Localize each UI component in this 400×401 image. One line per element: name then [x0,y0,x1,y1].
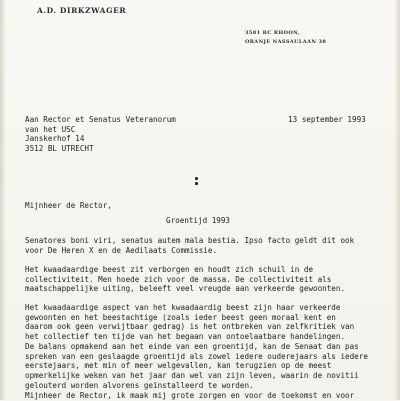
letterhead-address-line: 3581 BC RHOON, [245,30,300,36]
paragraph-line: Het kwaadaardige aspect van het kwaadaardig beest zijn haar verkeerde [25,303,341,312]
paragraph-line: opmerkelijke weken van het jaar dan wel van zijn leven, waarin de novitii [25,370,359,380]
paragraph-line: eerstejaars, met min of meer welgevallen, kan terugzien op de meest [25,361,332,371]
paragraph-line: collectiviteit. Men hoede zich voor de massa. De collectiviteit als [25,274,332,284]
paragraph [25,391,354,401]
addressee-line: van het USC [25,124,76,134]
subject-line: Groentijd 1993 [166,216,231,225]
paragraph [25,236,354,255]
salutation: Mijnheer de Rector, [25,201,112,210]
paragraph-line: spreken van een geslaagde groentijd als zowel iedere ouderejaars als iedere [25,351,368,361]
paragraph [25,265,345,294]
addressee-line: Aan Rector et Senatus Veteranorum [25,115,176,124]
paragraph-line: voor De Heren X en de Aedilaats Commissie. [25,245,218,255]
paper-edge-left [0,0,6,400]
paragraph-line: gelouterd worden alvorens geïnstalleerd te worden. [25,380,254,390]
letterhead-name: A.D. DIRKZWAGER [37,6,127,15]
paragraph-line: Het kwaadaardige beest zit verborgen en houdt zich schuil in de [25,265,314,274]
letterhead-address [245,29,326,47]
paragraph-line: daarom ook geen verwijtbaar gedrag) is het ontbreken van zelfkritiek van [25,322,355,332]
addressee-line: 3512 BL UTRECHT [25,144,94,154]
paragraph-line: maatschappelijke uiting, beleeft veel vreugde aan verkeerde gewoonten. [25,284,346,294]
paragraph-line: gewoonten en het beestachtige (zoals ieder beest geen moraal kent en [25,312,336,322]
letterhead-address-line: ORANJE NASSAULAAN 38 [245,39,327,45]
paragraph-line: De balans opmakend aan het einde van een groentijd, kan de Senaat dan pas [25,341,359,351]
punch-mark [194,177,199,186]
paragraph [25,303,368,390]
addressee-line: Janskerhof 14 [25,134,85,144]
letter-date: 13 september 1993 [288,115,366,124]
paragraph-line: Mijnheer de Rector, ik maak mij grote zorgen en voor de toekomst en voor [25,391,355,400]
paragraph-line: Senatores boni viri, senatus autem mala bestia. Ipso facto geldt dit ook [25,236,355,245]
addressee-block [25,115,176,154]
paper-edge-right [394,0,400,400]
paragraph-line: het collectief ten tijde van het begaan van ontoelaatbare handelingen. [25,332,346,342]
